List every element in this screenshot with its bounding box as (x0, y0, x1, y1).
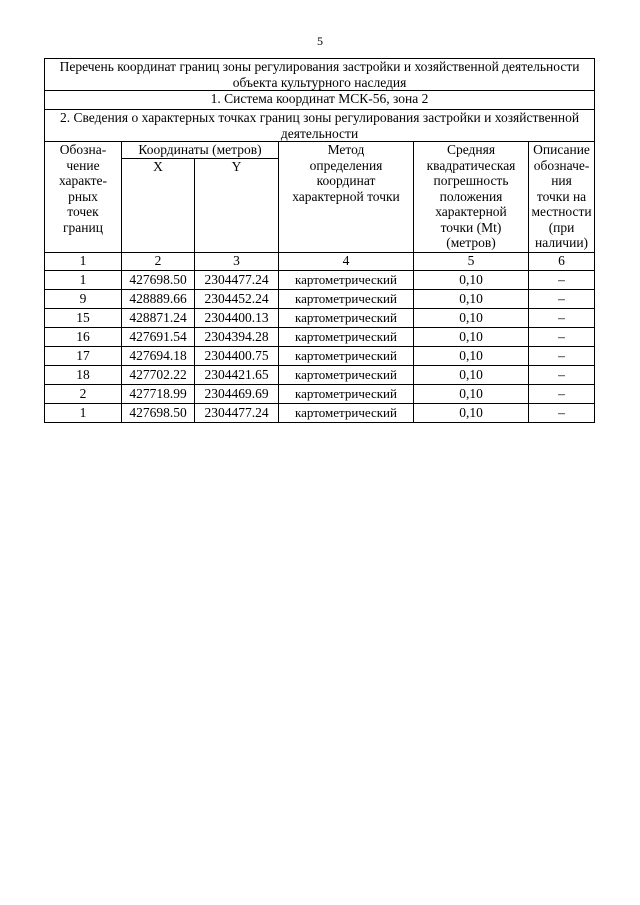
coordinate-system: 1. Система координат МСК-56, зона 2 (45, 91, 595, 110)
table-row (45, 384, 595, 403)
header-method: Метод определения координат характерной точки (279, 142, 414, 253)
cell-desc: – (529, 346, 595, 365)
cell-x: 428871.24 (122, 308, 195, 327)
cell-point: 1 (45, 403, 122, 422)
cell-method: картометрический (279, 308, 414, 327)
cell-desc: – (529, 289, 595, 308)
column-number: 3 (195, 252, 279, 270)
column-number: 2 (122, 252, 195, 270)
cell-desc: – (529, 384, 595, 403)
table-row (45, 346, 595, 365)
cell-error: 0,10 (414, 327, 529, 346)
cell-desc: – (529, 403, 595, 422)
cell-method: картометрический (279, 365, 414, 384)
header-error: Средняя квадратическая погрешность положения характерной точки (Mt) (метров) (414, 142, 529, 253)
cell-y: 2304477.24 (195, 403, 279, 422)
data-rows (45, 270, 595, 422)
cell-desc: – (529, 365, 595, 384)
cell-error: 0,10 (414, 365, 529, 384)
cell-method: картометрический (279, 327, 414, 346)
table-row (45, 403, 595, 422)
cell-desc: – (529, 270, 595, 289)
cell-error: 0,10 (414, 384, 529, 403)
cell-error: 0,10 (414, 403, 529, 422)
cell-error: 0,10 (414, 346, 529, 365)
cell-error: 0,10 (414, 308, 529, 327)
table-row (45, 289, 595, 308)
table-row (45, 327, 595, 346)
table-title: Перечень координат границ зоны регулирования застройки и хозяйственной деятельности объекта культурного наследия (45, 59, 595, 91)
cell-point: 15 (45, 308, 122, 327)
cell-x: 427718.99 (122, 384, 195, 403)
header-x: X (122, 158, 195, 252)
cell-x: 428889.66 (122, 289, 195, 308)
column-number: 1 (45, 252, 122, 270)
cell-point: 2 (45, 384, 122, 403)
cell-method: картометрический (279, 384, 414, 403)
cell-method: картометрический (279, 403, 414, 422)
cell-x: 427694.18 (122, 346, 195, 365)
table-row (45, 308, 595, 327)
header-description: Описание обозначе- ния точки на местности (при наличии) (529, 142, 595, 253)
header-point: Обозна- чение характе- рных точек границ (45, 142, 122, 253)
header-coordinates: Координаты (метров) (122, 142, 279, 159)
cell-point: 9 (45, 289, 122, 308)
column-number: 6 (529, 252, 595, 270)
cell-x: 427698.50 (122, 403, 195, 422)
cell-desc: – (529, 327, 595, 346)
table-row (45, 365, 595, 384)
cell-y: 2304452.24 (195, 289, 279, 308)
cell-method: картометрический (279, 346, 414, 365)
cell-y: 2304400.75 (195, 346, 279, 365)
cell-method: картометрический (279, 270, 414, 289)
cell-y: 2304469.69 (195, 384, 279, 403)
cell-x: 427698.50 (122, 270, 195, 289)
header-y: Y (195, 158, 279, 252)
cell-point: 18 (45, 365, 122, 384)
cell-desc: – (529, 308, 595, 327)
cell-error: 0,10 (414, 289, 529, 308)
section-title: 2. Сведения о характерных точках границ зоны регулирования застройки и хозяйственной деятельности (45, 110, 595, 142)
page-number: 5 (317, 34, 323, 48)
cell-y: 2304477.24 (195, 270, 279, 289)
cell-method: картометрический (279, 289, 414, 308)
table-row (45, 270, 595, 289)
column-number: 5 (414, 252, 529, 270)
cell-x: 427691.54 (122, 327, 195, 346)
column-number: 4 (279, 252, 414, 270)
coordinates-table (44, 58, 595, 423)
cell-y: 2304400.13 (195, 308, 279, 327)
cell-y: 2304394.28 (195, 327, 279, 346)
cell-point: 1 (45, 270, 122, 289)
cell-y: 2304421.65 (195, 365, 279, 384)
cell-point: 16 (45, 327, 122, 346)
cell-point: 17 (45, 346, 122, 365)
cell-x: 427702.22 (122, 365, 195, 384)
cell-error: 0,10 (414, 270, 529, 289)
